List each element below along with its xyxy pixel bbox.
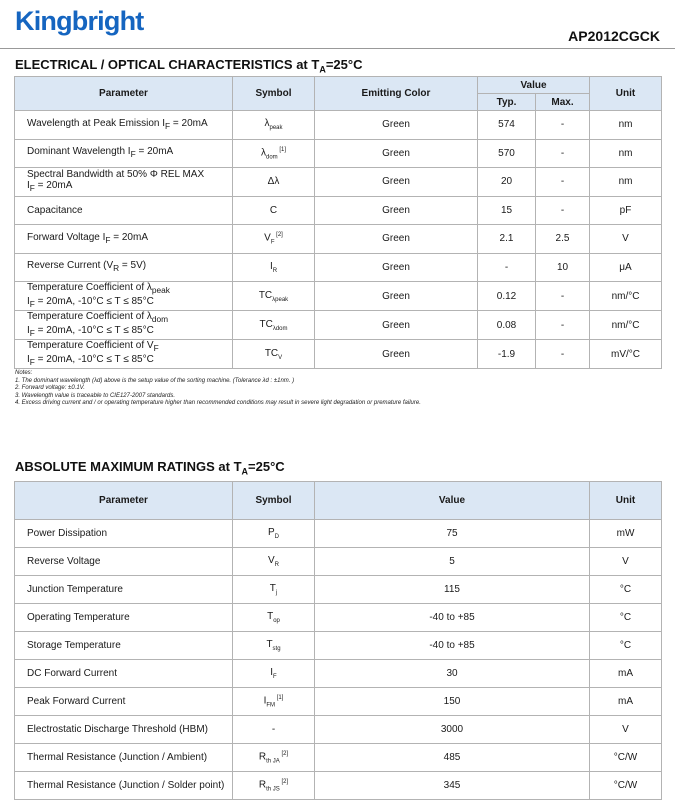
- cell-emitting-color: Green: [315, 282, 478, 311]
- cell-unit: V: [590, 716, 662, 744]
- cell-max: -: [536, 139, 590, 168]
- cell-value: 3000: [315, 716, 590, 744]
- cell-unit: V: [590, 548, 662, 576]
- col-header-max: Max.: [536, 94, 590, 111]
- cell-value: 75: [315, 520, 590, 548]
- cell-parameter: Storage Temperature: [15, 632, 233, 660]
- table-row: [15, 716, 662, 744]
- col-header-emitting-color: Emitting Color: [315, 77, 478, 111]
- cell-unit: °C/W: [590, 744, 662, 772]
- cell-unit: mW: [590, 520, 662, 548]
- eo-section-title: ELECTRICAL / OPTICAL CHARACTERISTICS at $T_A=25^\circ C$: [15, 57, 363, 75]
- cell-typ: 2.1: [478, 225, 536, 254]
- table-row: [15, 744, 662, 772]
- cell-value: 345: [315, 772, 590, 800]
- cell-emitting-color: Green: [315, 139, 478, 168]
- cell-parameter: Reverse Current $(V_R = 5V)$: [15, 253, 233, 282]
- cell-typ: 574: [478, 111, 536, 140]
- cell-unit: V: [590, 225, 662, 254]
- col-header-parameter: Parameter: [15, 482, 233, 520]
- cell-symbol: $R_{th JA}$ [2]: [233, 744, 315, 772]
- table-row: [15, 632, 662, 660]
- cell-symbol: C: [233, 196, 315, 225]
- cell-typ: 20: [478, 168, 536, 197]
- cell-unit: μA: [590, 253, 662, 282]
- cell-parameter: Capacitance: [15, 196, 233, 225]
- cell-unit: nm/°C: [590, 282, 662, 311]
- col-header-symbol: Symbol: [233, 77, 315, 111]
- note-line: 2. Forward voltage: ±0.1V.: [15, 385, 85, 391]
- cell-emitting-color: Green: [315, 253, 478, 282]
- cell-parameter: Operating Temperature: [15, 604, 233, 632]
- cell-parameter: Reverse Voltage: [15, 548, 233, 576]
- table-row: [15, 576, 662, 604]
- cell-max: -: [536, 311, 590, 340]
- absolute-max-ratings-table: [14, 481, 662, 800]
- cell-symbol: $R_{th JS}$ [2]: [233, 772, 315, 800]
- cell-unit: nm: [590, 168, 662, 197]
- cell-symbol: $\lambda_{dom}$ [1]: [233, 139, 315, 168]
- cell-symbol: $TC_{\lambda dom}$: [233, 311, 315, 340]
- cell-parameter: Forward Voltage $I_F = 20mA$: [15, 225, 233, 254]
- notes-block: [15, 370, 421, 408]
- cell-symbol: $\lambda_{peak}$: [233, 111, 315, 140]
- table-row: [15, 282, 662, 311]
- cell-parameter: Temperature Coefficient of $\lambda_{dom}$ $I_F = 20mA$, -10°C ≤ T ≤ 85°C: [15, 311, 233, 340]
- cell-value: 5: [315, 548, 590, 576]
- cell-unit: pF: [590, 196, 662, 225]
- note-line: 4. Excess driving current and / or operating temperature higher than recommended conditions may result in severe light degradation or premature failure.: [15, 400, 421, 406]
- cell-typ: -1.9: [478, 340, 536, 369]
- table-row: [15, 225, 662, 254]
- col-header-typ: Typ.: [478, 94, 536, 111]
- cell-symbol: -: [233, 716, 315, 744]
- cell-parameter: Electrostatic Discharge Threshold (HBM): [15, 716, 233, 744]
- cell-parameter: Dominant Wavelength $I_F = 20mA$: [15, 139, 233, 168]
- note-line: 1. The dominant wavelength (λd) above is the setup value of the sorting machine. (Tolerance λd : ±1nm. ): [15, 377, 295, 384]
- cell-unit: °C: [590, 604, 662, 632]
- cell-symbol: $TC_{\lambda peak}$: [233, 282, 315, 311]
- cell-parameter: Thermal Resistance (Junction / Solder point): [15, 772, 233, 800]
- cell-parameter: Power Dissipation: [15, 520, 233, 548]
- cell-unit: mA: [590, 660, 662, 688]
- cell-parameter: Peak Forward Current: [15, 688, 233, 716]
- table-row: [15, 340, 662, 369]
- cell-typ: 570: [478, 139, 536, 168]
- table-row: [15, 548, 662, 576]
- cell-symbol: $T_{op}$: [233, 604, 315, 632]
- cell-symbol: $I_R$: [233, 253, 315, 282]
- amr-section-title: ABSOLUTE MAXIMUM RATINGS at $T_A=25^\circ C$: [15, 459, 285, 477]
- cell-unit: mA: [590, 688, 662, 716]
- cell-parameter: Temperature Coefficient of $V_F$ $I_F = 20mA$, -10°C ≤ T ≤ 85°C: [15, 340, 233, 369]
- cell-unit: nm: [590, 111, 662, 140]
- part-number: AP2012CGCK: [568, 28, 660, 44]
- table-row: [15, 520, 662, 548]
- table-row: [15, 196, 662, 225]
- cell-emitting-color: Green: [315, 168, 478, 197]
- cell-value: 30: [315, 660, 590, 688]
- note-line: 3. Wavelength value is traceable to CIE127-2007 standards.: [15, 392, 175, 399]
- cell-parameter: DC Forward Current: [15, 660, 233, 688]
- table-row: [15, 772, 662, 800]
- eo-characteristics-table: [14, 76, 662, 369]
- cell-max: 2.5: [536, 225, 590, 254]
- cell-value: 485: [315, 744, 590, 772]
- cell-parameter: Wavelength at Peak Emission $I_F = 20mA$: [15, 111, 233, 140]
- cell-typ: 15: [478, 196, 536, 225]
- cell-typ: 0.12: [478, 282, 536, 311]
- cell-max: -: [536, 111, 590, 140]
- table-row: [15, 604, 662, 632]
- table-row: [15, 111, 662, 140]
- cell-value: 150: [315, 688, 590, 716]
- cell-unit: °C/W: [590, 772, 662, 800]
- cell-max: -: [536, 340, 590, 369]
- cell-emitting-color: Green: [315, 111, 478, 140]
- col-header-symbol: Symbol: [233, 482, 315, 520]
- table-row: [15, 688, 662, 716]
- cell-symbol: $T_{stg}$: [233, 632, 315, 660]
- cell-value: -40 to +85: [315, 632, 590, 660]
- cell-symbol: Δλ: [233, 168, 315, 197]
- note-line: Notes:: [15, 370, 33, 376]
- eo-table-body: [15, 111, 662, 369]
- cell-symbol: $V_R$: [233, 548, 315, 576]
- cell-max: -: [536, 282, 590, 311]
- cell-parameter: Spectral Bandwidth at 50% Φ REL MAX $I_F = 20mA$: [15, 168, 233, 197]
- cell-value: 115: [315, 576, 590, 604]
- cell-max: 10: [536, 253, 590, 282]
- col-header-value: Value: [478, 77, 590, 94]
- cell-emitting-color: Green: [315, 196, 478, 225]
- table-row: [15, 139, 662, 168]
- cell-unit: nm/°C: [590, 311, 662, 340]
- cell-parameter: Thermal Resistance (Junction / Ambient): [15, 744, 233, 772]
- cell-typ: 0.08: [478, 311, 536, 340]
- col-header-parameter: Parameter: [15, 77, 233, 111]
- cell-emitting-color: Green: [315, 311, 478, 340]
- col-header-value: Value: [315, 482, 590, 520]
- cell-unit: mV/°C: [590, 340, 662, 369]
- cell-emitting-color: Green: [315, 340, 478, 369]
- cell-symbol: $V_F$ [2]: [233, 225, 315, 254]
- table-row: [15, 168, 662, 197]
- amr-table-body: [15, 520, 662, 800]
- cell-max: -: [536, 196, 590, 225]
- cell-value: -40 to +85: [315, 604, 590, 632]
- cell-symbol: $P_D$: [233, 520, 315, 548]
- cell-unit: °C: [590, 576, 662, 604]
- cell-symbol: $T_j$: [233, 576, 315, 604]
- cell-symbol: $I_F$: [233, 660, 315, 688]
- table-row: [15, 253, 662, 282]
- cell-typ: -: [478, 253, 536, 282]
- cell-unit: nm: [590, 139, 662, 168]
- cell-emitting-color: Green: [315, 225, 478, 254]
- cell-symbol: $TC_V$: [233, 340, 315, 369]
- col-header-unit: Unit: [590, 77, 662, 111]
- table-row: [15, 660, 662, 688]
- cell-parameter: Junction Temperature: [15, 576, 233, 604]
- table-row: [15, 311, 662, 340]
- cell-parameter: Temperature Coefficient of $\lambda_{peak}$ $I_F = 20mA$, -10°C ≤ T ≤ 85°C: [15, 282, 233, 311]
- cell-symbol: $I_{FM}$ [1]: [233, 688, 315, 716]
- cell-unit: °C: [590, 632, 662, 660]
- header-divider: [0, 48, 675, 49]
- cell-max: -: [536, 168, 590, 197]
- brand-logo: Kingbright: [15, 6, 144, 36]
- col-header-unit: Unit: [590, 482, 662, 520]
